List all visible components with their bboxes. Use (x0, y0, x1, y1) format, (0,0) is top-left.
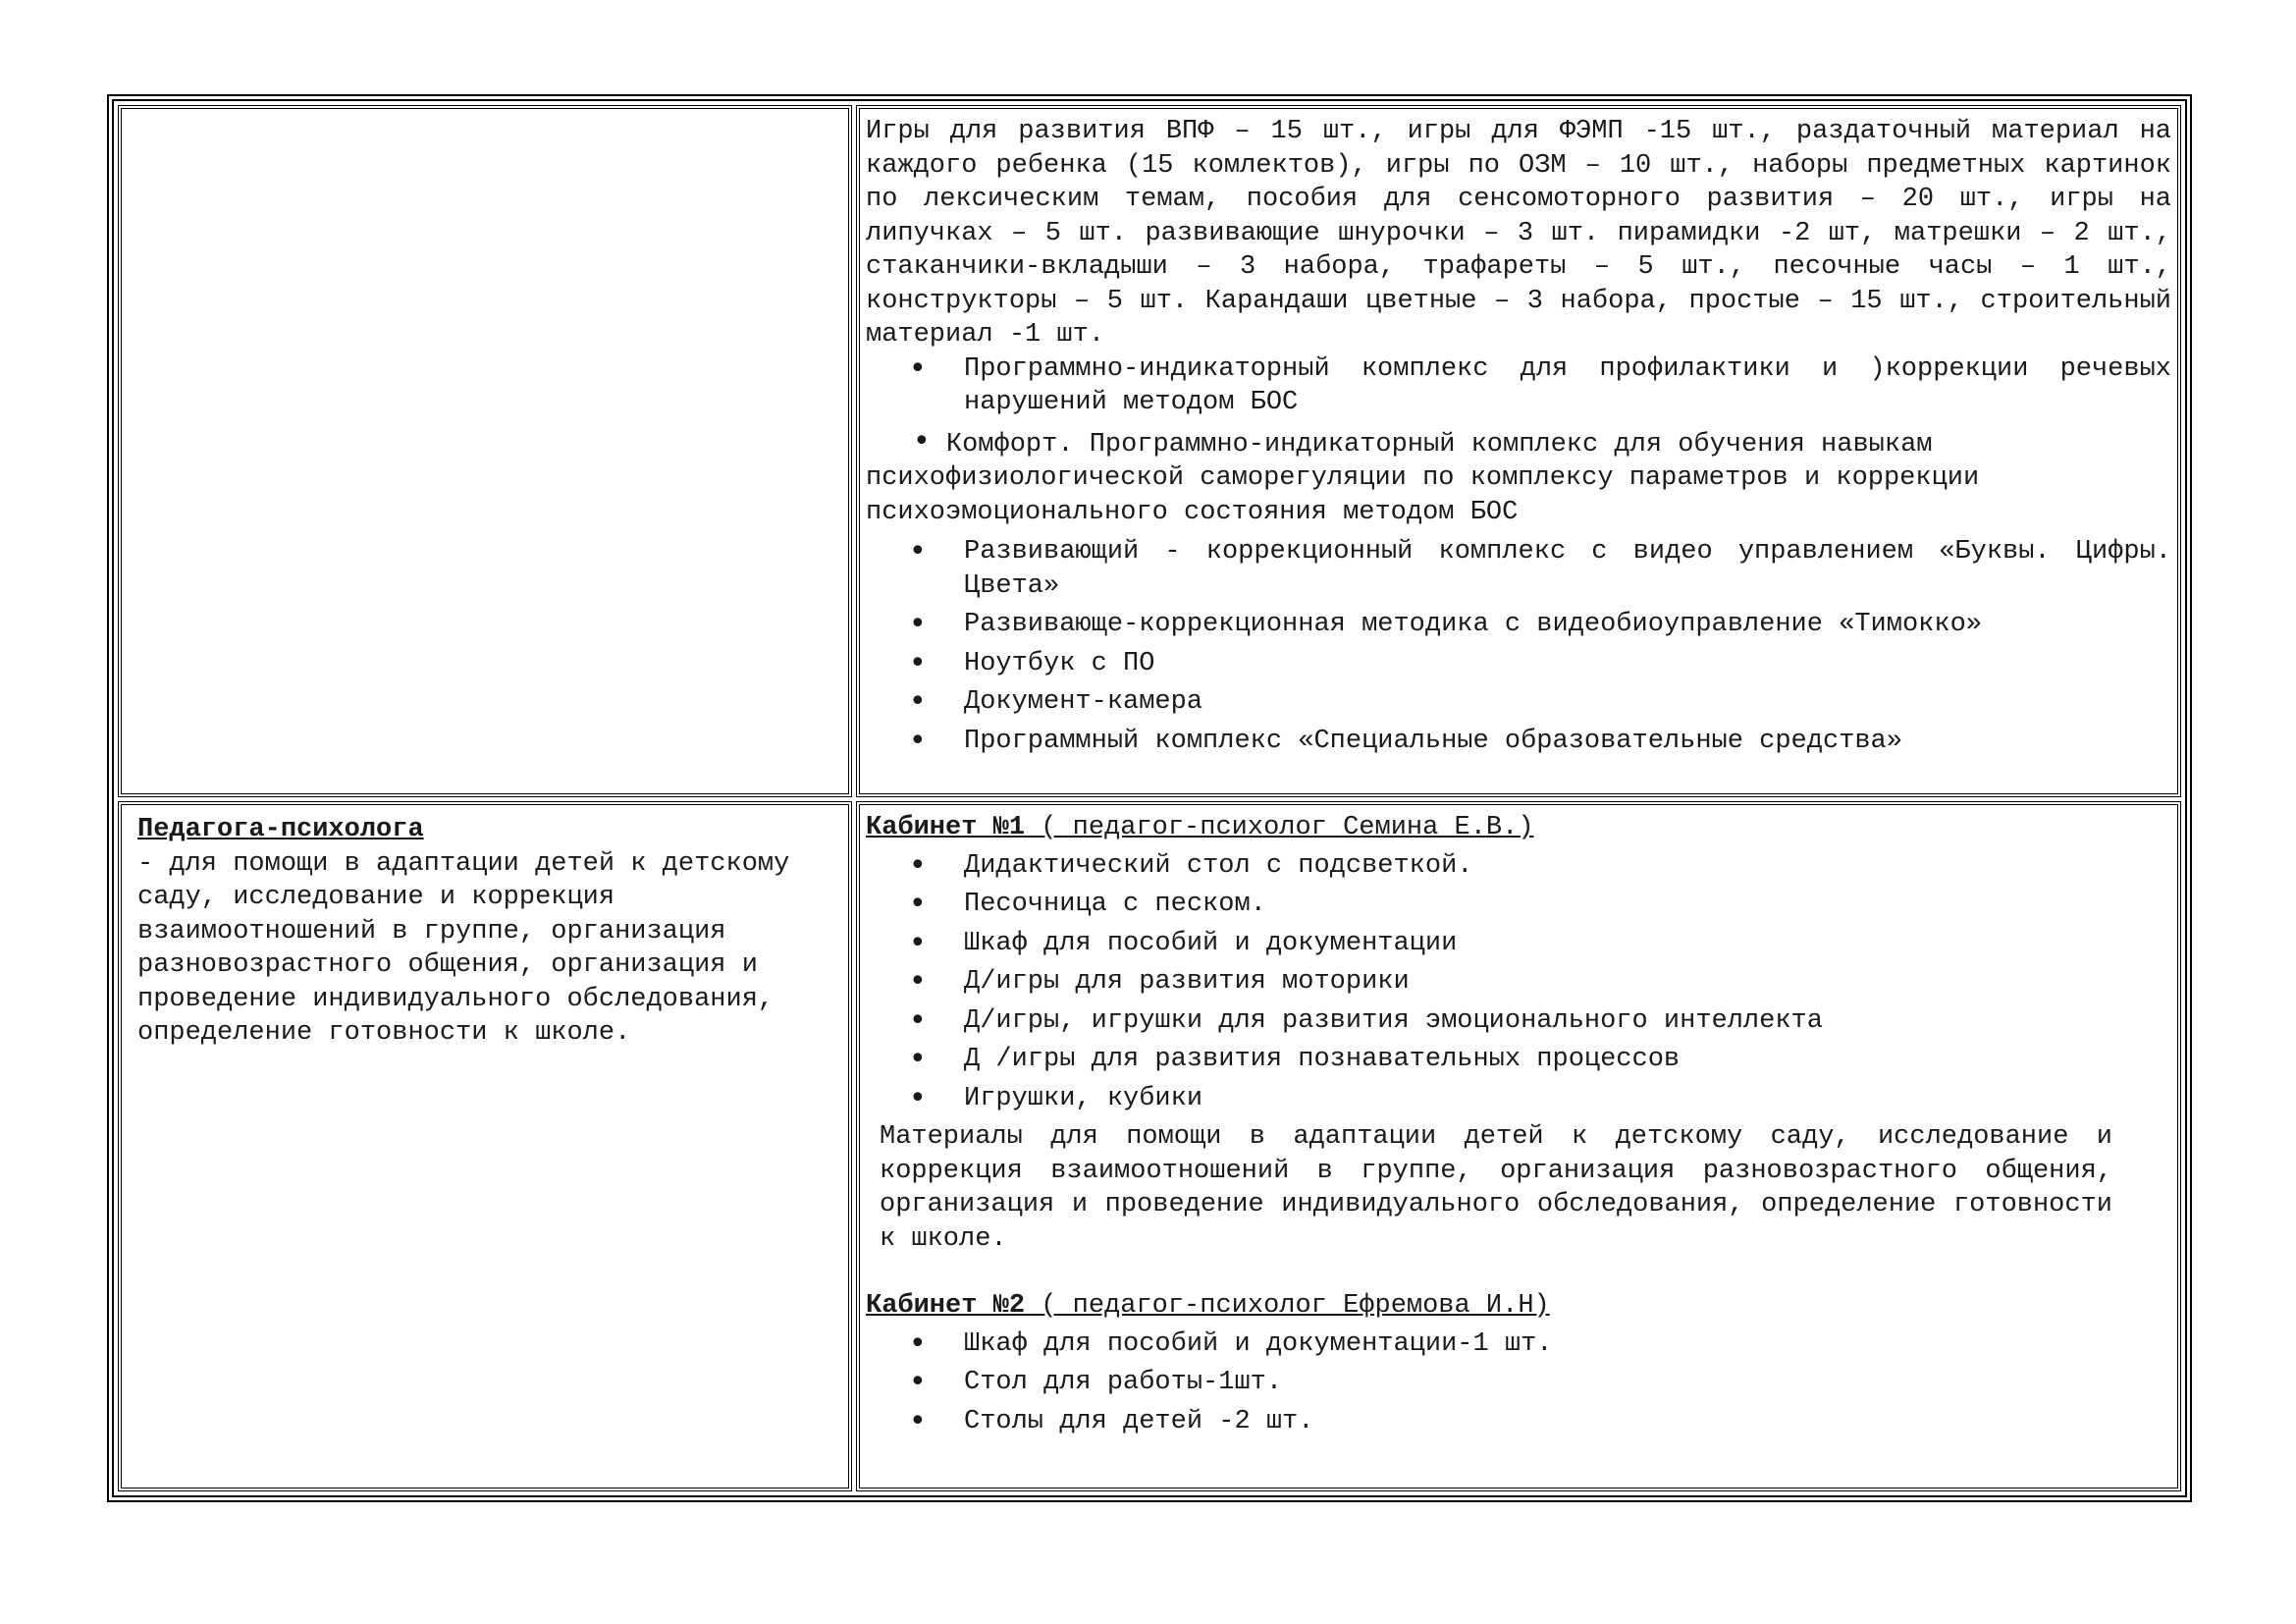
list-item: • Стол для работы-1шт. (866, 1366, 2171, 1400)
list-item: • Дидактический стол с подсветкой. (866, 849, 2171, 884)
document-table (112, 99, 2187, 1497)
list-item: • Документ-камера (866, 685, 2171, 720)
comfort-text: Комфорт. Программно-индикаторный комплекс для обучения навыкам психофизиологической саморегуляции по комплексу параметров и коррекции психоэмоционального состояния методом БОС (866, 429, 1980, 527)
cabinet-1-heading (866, 811, 2171, 845)
cabinet-1-list (866, 849, 2171, 1116)
list-item: • Шкаф для пособий и документации (866, 927, 2171, 961)
cabinet-2-specialist: ( педагог-психолог Ефремова И.Н) (1025, 1291, 1550, 1321)
cabinet-2-list (866, 1327, 2171, 1439)
list-item: • Игрушки, кубики (866, 1082, 2171, 1116)
equipment-intro: Игры для развития ВПФ – 15 шт., игры для ФЭМП -15 шт., раздаточный материал на каждого ребенка (15 комлектов), игры по ОЗМ – 10 шт., наборы предметных картинок по лексическим темам, пособия для сенсомоторного развития – 20 шт., игры на липучках – 5 шт. развивающие шнурочки – 3 шт. пирамидки -2 шт, матрешки – 2 шт., стаканчики-вкладыши – 3 набора, трафареты – 5 шт., песочные часы – 1 шт., конструкторы – 5 шт. Карандаши цветные – 3 набора, простые – 15 шт., строительный материал -1 шт. (866, 117, 2171, 350)
equipment-cell (856, 105, 2181, 797)
equipment-list-1 (866, 352, 2171, 420)
equipment-list-2 (866, 535, 2171, 758)
list-item: • Песочница с песком. (866, 888, 2171, 922)
list-item: • Столы для детей -2 шт. (866, 1405, 2171, 1439)
list-item: • Д/игры для развития моторики (866, 965, 2171, 1000)
list-item: • Развивающий - коррекционный комплекс с видео управлением «Буквы. Цифры. Цвета» (866, 535, 2171, 603)
cabinet-2-label: Кабинет №2 (866, 1291, 1026, 1321)
materials-paragraph: Материалы для помощи в адаптации детей к детскому саду, исследование и коррекция взаимоотношений в группе, организация разновозрастного общения, организация и проведение индивидуального обследования, определение готовности к школе. (880, 1122, 2112, 1254)
list-item: • Д /игры для развития познавательных процессов (866, 1043, 2171, 1077)
table-row (118, 801, 2181, 1491)
specialist-title: Педагога-психолога (137, 815, 424, 844)
spacer (866, 1256, 2171, 1289)
cabinet-1-specialist: ( педагог-психолог Семина Е.В.) (1025, 813, 1534, 842)
list-item: • Программный комплекс «Специальные образовательные средства» (866, 725, 2171, 759)
comfort-paragraph (866, 425, 2171, 530)
list-item: • Шкаф для пособий и документации-1 шт. (866, 1327, 2171, 1362)
list-item: • Программно-индикаторный комплекс для профилактики и )коррекции речевых нарушений методом БОС (866, 352, 2171, 420)
cabinet-2-heading (866, 1289, 2171, 1324)
list-item: • Развивающе-коррекционная методика с видеобиоуправление «Тимокко» (866, 608, 2171, 642)
empty-cell (118, 105, 852, 797)
table-row (118, 105, 2181, 797)
bullet-icon: • (913, 423, 931, 459)
list-item: • Ноутбук с ПО (866, 647, 2171, 681)
specialist-description: - для помощи в адаптации детей к детскому саду, исследование и коррекция взаимоотношений в группе, организация разновозрастного общения, организация и проведение индивидуального обследования, определение готовности к школе. (137, 848, 790, 1048)
cabinet-1-label: Кабинет №1 (866, 813, 1026, 842)
cabinets-cell (856, 801, 2181, 1491)
list-item: • Д/игры, игрушки для развития эмоционального интеллекта (866, 1004, 2171, 1039)
specialist-cell (118, 801, 852, 1491)
